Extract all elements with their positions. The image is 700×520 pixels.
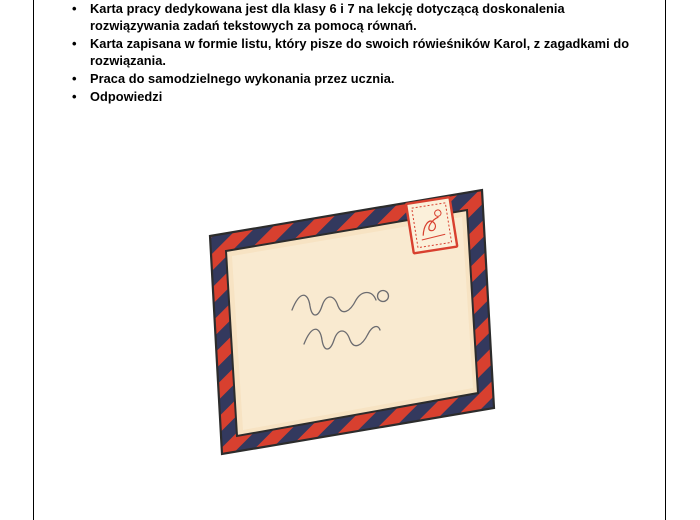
list-item [72,0,632,34]
list-item-text: Karta pracy dedykowana jest dla klasy 6 i 7 na lekcję dotyczącą doskonalenia rozwiązywania zadań tekstowych za pomocą równań. [90,1,565,33]
list-item [72,88,632,105]
list-item-text: Praca do samodzielnego wykonania przez ucznia. [90,71,395,86]
envelope-body [210,190,494,454]
postage-stamp [406,197,457,253]
list-item [72,35,632,69]
list-item-text: Odpowiedzi [90,89,163,104]
bullet-marker: • [72,1,77,16]
list-item [72,70,632,87]
bullet-marker: • [72,36,77,51]
bullet-list [72,0,632,106]
stamp-frame [406,197,457,253]
bullet-marker: • [72,71,77,86]
envelope-illustration [192,172,512,472]
list-item-text: Karta zapisana w formie listu, który pisze do swoich rówieśników Karol, z zagadkami do rozwiązania. [90,36,630,68]
page-right-margin-rule [665,0,666,520]
page-left-margin-rule [33,0,34,520]
bullet-marker: • [72,89,77,104]
